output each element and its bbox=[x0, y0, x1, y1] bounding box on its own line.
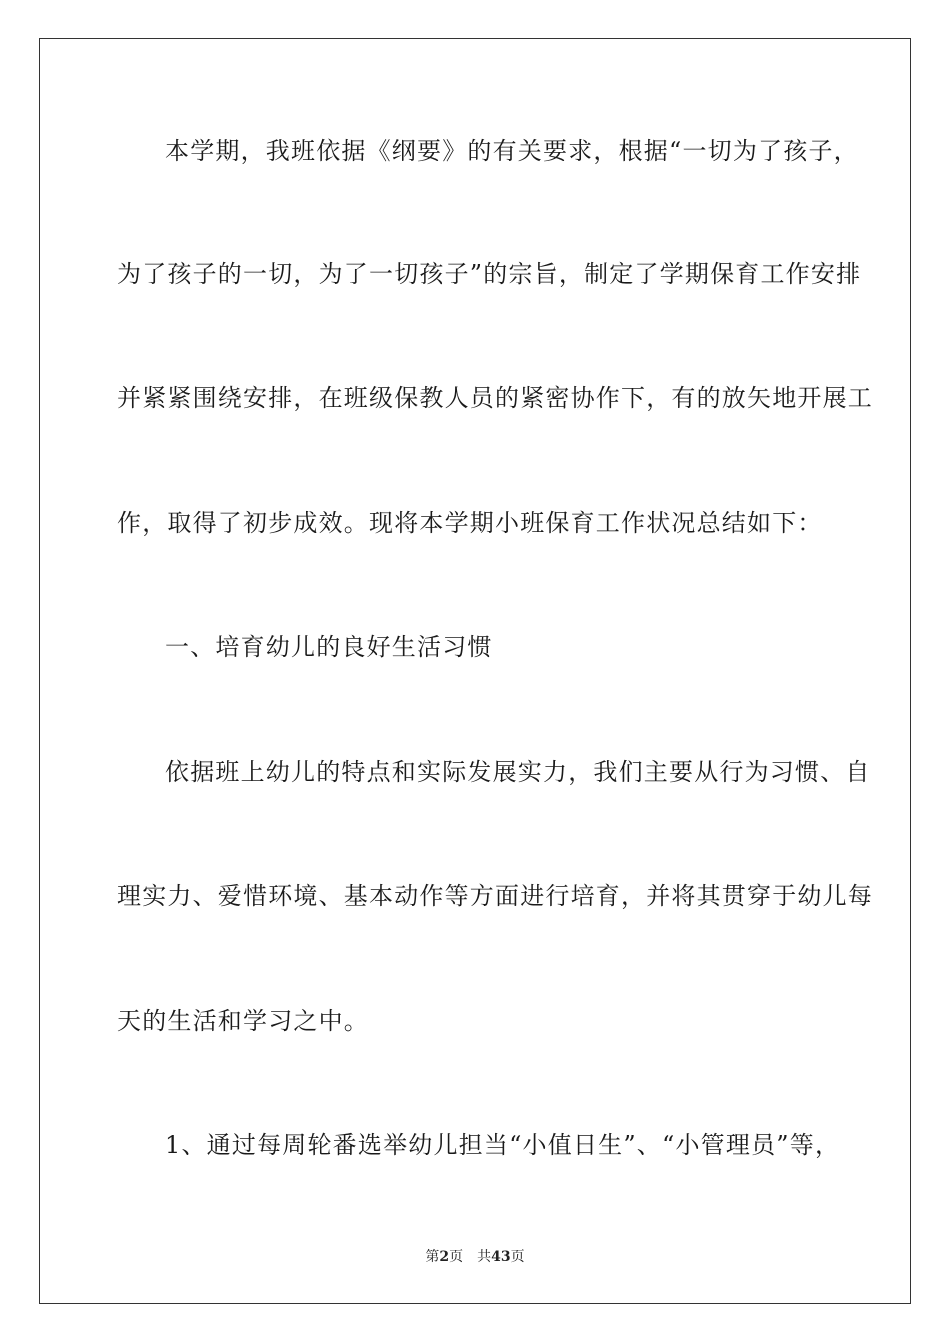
paragraph-2-line-3: 天的生活和学习之中。 bbox=[117, 1007, 369, 1035]
page-frame bbox=[39, 38, 911, 1304]
paragraph-3-line-1: 1、通过每周轮番选举幼儿担当“小值日生”、“小管理员”等， bbox=[165, 1131, 841, 1159]
page-footer bbox=[0, 1248, 950, 1266]
section-heading: 一、培育幼儿的良好生活习惯 bbox=[165, 633, 493, 661]
footer-page-number: 2 bbox=[439, 1249, 450, 1265]
paragraph-1-line-2: 为了孩子的一切，为了一切孩子”的宗旨，制定了学期保育工作安排 bbox=[117, 260, 862, 288]
footer-page-prefix: 第 bbox=[425, 1249, 440, 1265]
footer-total-prefix: 共 bbox=[477, 1249, 492, 1265]
footer-total-pages: 43 bbox=[491, 1249, 511, 1265]
footer-page-unit: 页 bbox=[449, 1249, 464, 1265]
paragraph-1-line-4: 作，取得了初步成效。现将本学期小班保育工作状况总结如下： bbox=[117, 509, 823, 537]
paragraph-2-line-1: 依据班上幼儿的特点和实际发展实力，我们主要从行为习惯、自 bbox=[165, 758, 871, 786]
paragraph-1-line-3: 并紧紧围绕安排，在班级保教人员的紧密协作下，有的放矢地开展工 bbox=[117, 384, 873, 412]
footer-total-unit: 页 bbox=[510, 1249, 525, 1265]
paragraph-1-line-1: 本学期，我班依据《纲要》的有关要求，根据“一切为了孩子， bbox=[165, 137, 859, 165]
paragraph-2-line-2: 理实力、爱惜环境、基本动作等方面进行培育，并将其贯穿于幼儿每 bbox=[117, 882, 873, 910]
